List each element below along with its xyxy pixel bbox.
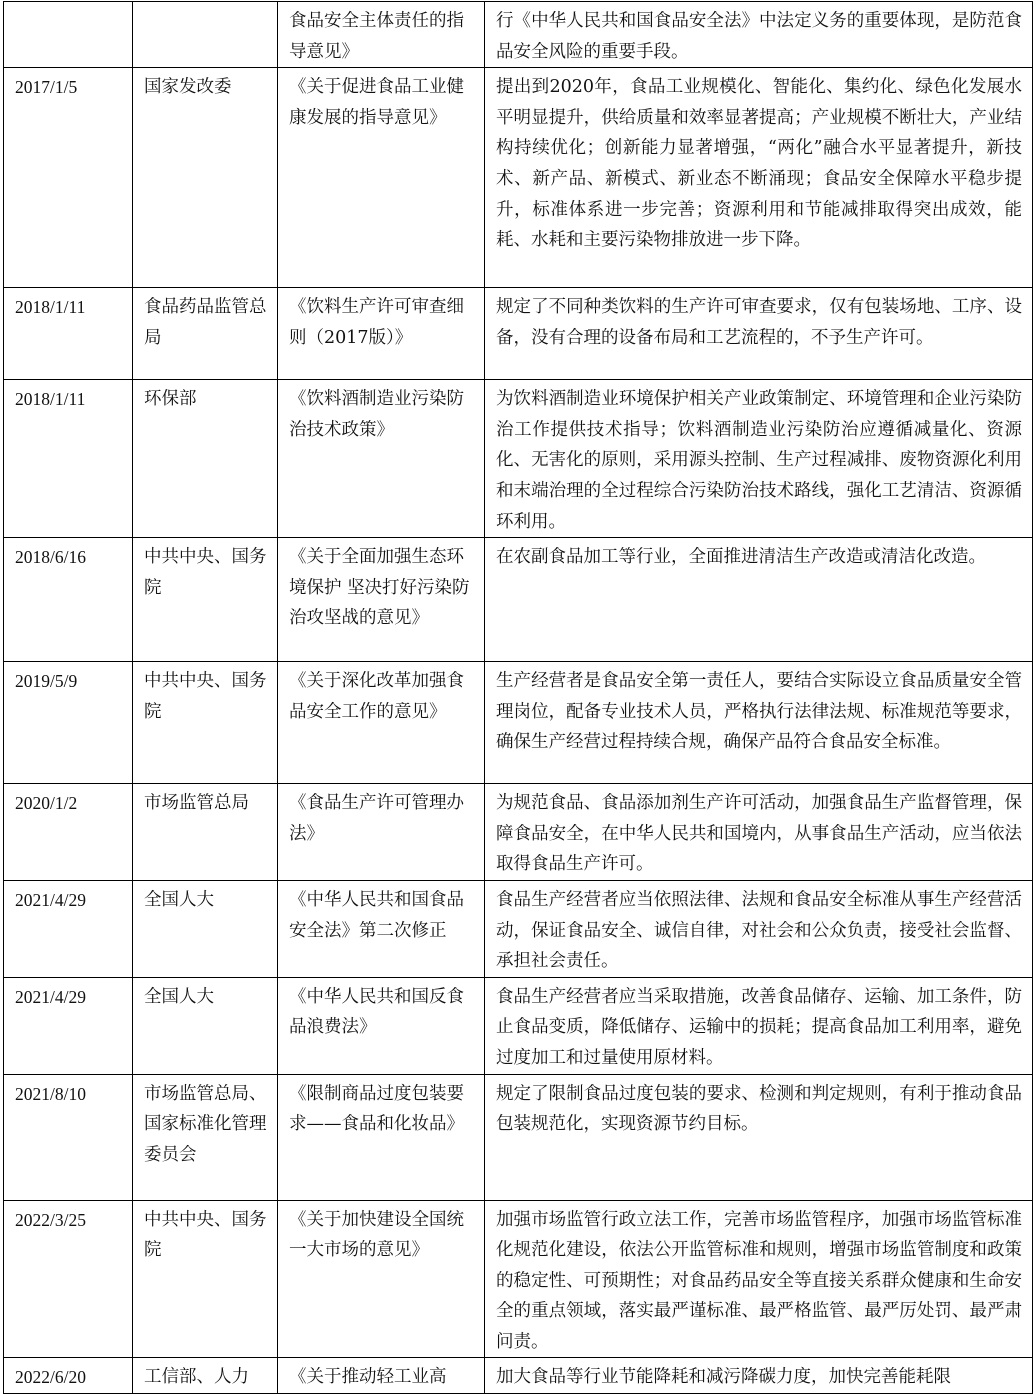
title-cell: 《饮料生产许可审查细则（2017版）》 [278,288,485,380]
issuer-cell: 全国人大 [133,880,278,977]
date-cell: 2019/5/9 [4,662,133,784]
content-cell: 食品生产经营者应当采取措施，改善食品储存、运输、加工条件，防止食品变质，降低储存、运输中的损耗；提高食品加工利用率，避免过度加工和过量使用原材料。 [485,977,1033,1074]
date-cell: 2018/1/11 [4,380,133,538]
date-cell: 2021/4/29 [4,880,133,977]
date-cell: 2017/1/5 [4,68,133,288]
table-row [4,662,1033,784]
issuer-cell: 食品药品监管总局 [133,288,278,380]
content-cell: 食品生产经营者应当依照法律、法规和食品安全标准从事生产经营活动，保证食品安全、诚信自律，对社会和公众负责，接受社会监督、承担社会责任。 [485,880,1033,977]
date-cell: 2022/3/25 [4,1200,133,1358]
table-row [4,68,1033,288]
title-cell: 《食品生产许可管理办法》 [278,784,485,881]
table-row [4,977,1033,1074]
content-cell: 提出到2020年，食品工业规模化、智能化、集约化、绿色化发展水平明显提升，供给质量和效率显著提高；产业规模不断壮大，产业结构持续优化；创新能力显著增强，“两化”融合水平显著提升，新技术、新产品、新模式、新业态不断涌现；食品安全保障水平稳步提升，标准体系进一步完善；资源利用和节能减排取得突出成效，能耗、水耗和主要污染物排放进一步下降。 [485,68,1033,288]
issuer-cell: 中共中央、国务院 [133,538,278,662]
date-cell: 2020/1/2 [4,784,133,881]
table-row [4,288,1033,380]
title-cell: 《饮料酒制造业污染防治技术政策》 [278,380,485,538]
table-row [4,880,1033,977]
date-cell: 2022/6/20 [4,1358,133,1394]
title-cell: 《关于促进食品工业健康发展的指导意见》 [278,68,485,288]
issuer-cell: 中共中央、国务院 [133,1200,278,1358]
table-row [4,1358,1033,1394]
table-row [4,380,1033,538]
date-cell [4,2,133,68]
title-cell: 《中华人民共和国食品安全法》第二次修正 [278,880,485,977]
content-cell: 加大食品等行业节能降耗和减污降碳力度，加快完善能耗限 [485,1358,1033,1394]
content-cell: 行《中华人民共和国食品安全法》中法定义务的重要体现，是防范食品安全风险的重要手段。 [485,2,1033,68]
title-cell: 《关于推动轻工业高 [278,1358,485,1394]
table-row [4,538,1033,662]
content-cell: 生产经营者是食品安全第一责任人，要结合实际设立食品质量安全管理岗位，配备专业技术人员，严格执行法律法规、标准规范等要求，确保生产经营过程持续合规，确保产品符合食品安全标准。 [485,662,1033,784]
content-cell: 加强市场监管行政立法工作，完善市场监管程序，加强市场监管标准化规范化建设，依法公开监管标准和规则，增强市场监管制度和政策的稳定性、可预期性；对食品药品安全等直接关系群众健康和生命安全的重点领域，落实最严谨标准、最严格监管、最严厉处罚、最严肃问责。 [485,1200,1033,1358]
content-cell: 为规范食品、食品添加剂生产许可活动，加强食品生产监督管理，保障食品安全，在中华人民共和国境内，从事食品生产活动，应当依法取得食品生产许可。 [485,784,1033,881]
title-cell: 《限制商品过度包装要求——食品和化妆品》 [278,1074,485,1200]
policy-table-body [4,2,1033,1394]
title-cell: 《中华人民共和国反食品浪费法》 [278,977,485,1074]
issuer-cell: 全国人大 [133,977,278,1074]
date-cell: 2018/1/11 [4,288,133,380]
issuer-cell: 市场监管总局 [133,784,278,881]
issuer-cell: 市场监管总局、国家标准化管理委员会 [133,1074,278,1200]
content-cell: 为饮料酒制造业环境保护相关产业政策制定、环境管理和企业污染防治工作提供技术指导；饮料酒制造业污染防治应遵循减量化、资源化、无害化的原则，采用源头控制、生产过程减排、废物资源化利用和末端治理的全过程综合污染防治技术路线，强化工艺清洁、资源循环利用。 [485,380,1033,538]
title-cell: 《关于加快建设全国统一大市场的意见》 [278,1200,485,1358]
issuer-cell: 中共中央、国务院 [133,662,278,784]
table-row [4,1200,1033,1358]
policy-table [3,1,1033,1394]
table-row [4,1074,1033,1200]
date-cell: 2021/8/10 [4,1074,133,1200]
issuer-cell: 工信部、人力 [133,1358,278,1394]
date-cell: 2021/4/29 [4,977,133,1074]
issuer-cell [133,2,278,68]
title-cell: 《关于全面加强生态环境保护 坚决打好污染防治攻坚战的意见》 [278,538,485,662]
date-cell: 2018/6/16 [4,538,133,662]
content-cell: 在农副食品加工等行业，全面推进清洁生产改造或清洁化改造。 [485,538,1033,662]
title-cell: 食品安全主体责任的指导意见》 [278,2,485,68]
content-cell: 规定了不同种类饮料的生产许可审查要求，仅有包装场地、工序、设备，没有合理的设备布局和工艺流程的，不予生产许可。 [485,288,1033,380]
title-cell: 《关于深化改革加强食品安全工作的意见》 [278,662,485,784]
table-row [4,784,1033,881]
issuer-cell: 国家发改委 [133,68,278,288]
content-cell: 规定了限制食品过度包装的要求、检测和判定规则，有利于推动食品包装规范化，实现资源节约目标。 [485,1074,1033,1200]
table-row [4,2,1033,68]
issuer-cell: 环保部 [133,380,278,538]
